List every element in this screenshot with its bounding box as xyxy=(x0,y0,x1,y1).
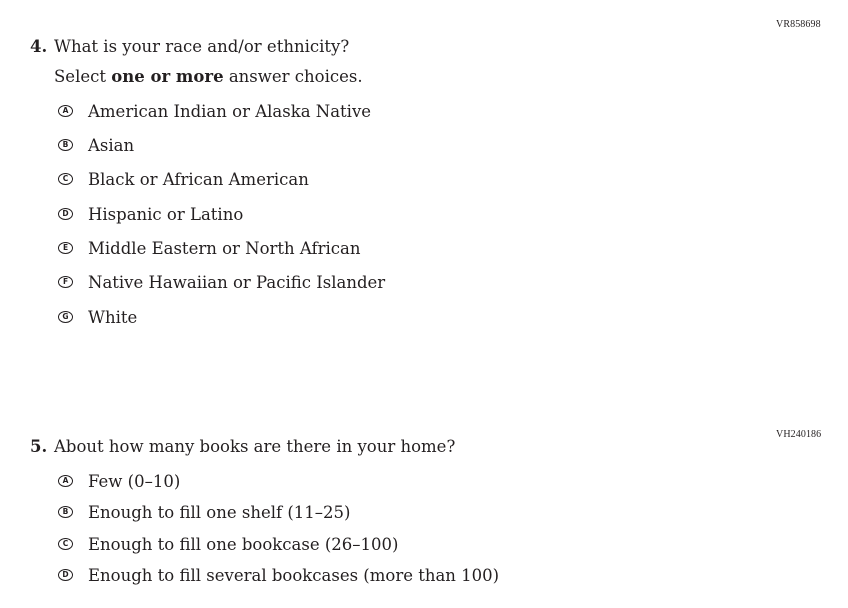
item-code: VH240186 xyxy=(776,429,822,440)
choice-f[interactable] xyxy=(58,272,385,292)
answer-bubble-icon[interactable]: D xyxy=(58,208,73,220)
answer-bubble-icon[interactable]: C xyxy=(58,538,73,550)
choice-label: Enough to fill several bookcases (more than 100) xyxy=(88,565,500,585)
choice-label: Asian xyxy=(88,135,135,155)
instruction-emphasis: one or more xyxy=(111,67,224,86)
choice-d[interactable] xyxy=(58,565,499,585)
instruction-post: answer choices. xyxy=(223,67,363,86)
answer-bubble-icon[interactable]: A xyxy=(58,105,73,117)
answer-bubble-icon[interactable]: G xyxy=(58,311,73,323)
choice-label: Hispanic or Latino xyxy=(88,204,244,224)
choice-label: Middle Eastern or North African xyxy=(88,238,361,258)
question-prompt: About how many books are there in your home? xyxy=(54,437,456,456)
answer-bubble-icon[interactable]: F xyxy=(58,276,73,288)
choice-label: Native Hawaiian or Pacific Islander xyxy=(88,272,386,292)
choice-label: Enough to fill one bookcase (26–100) xyxy=(88,534,399,554)
question-prompt: What is your race and/or ethnicity? xyxy=(54,37,350,56)
choice-label: Enough to fill one shelf (11–25) xyxy=(88,502,351,522)
choice-a[interactable] xyxy=(58,101,371,121)
choice-b[interactable] xyxy=(58,502,350,522)
choice-label: White xyxy=(88,307,138,327)
answer-bubble-icon[interactable]: C xyxy=(58,173,73,185)
answer-bubble-icon[interactable]: B xyxy=(58,506,73,518)
choice-c[interactable] xyxy=(58,534,398,554)
question-number: 5. xyxy=(30,437,48,456)
choice-label: Few (0–10) xyxy=(88,471,181,491)
answer-bubble-icon[interactable]: A xyxy=(58,475,73,487)
choice-g[interactable] xyxy=(58,307,137,327)
answer-bubble-icon[interactable]: D xyxy=(58,569,73,581)
answer-bubble-icon[interactable]: E xyxy=(58,242,73,254)
choice-label: Black or African American xyxy=(88,169,309,189)
choice-d[interactable] xyxy=(58,204,243,224)
answer-bubble-icon[interactable]: B xyxy=(58,139,73,151)
choice-b[interactable] xyxy=(58,135,134,155)
question-number: 4. xyxy=(30,37,48,56)
item-code: VR858698 xyxy=(776,19,821,30)
choice-c[interactable] xyxy=(58,169,309,189)
instruction-pre: Select xyxy=(54,67,112,86)
choice-a[interactable] xyxy=(58,471,180,491)
choice-e[interactable] xyxy=(58,238,361,258)
question-instruction xyxy=(54,67,363,86)
choice-label: American Indian or Alaska Native xyxy=(88,101,372,121)
